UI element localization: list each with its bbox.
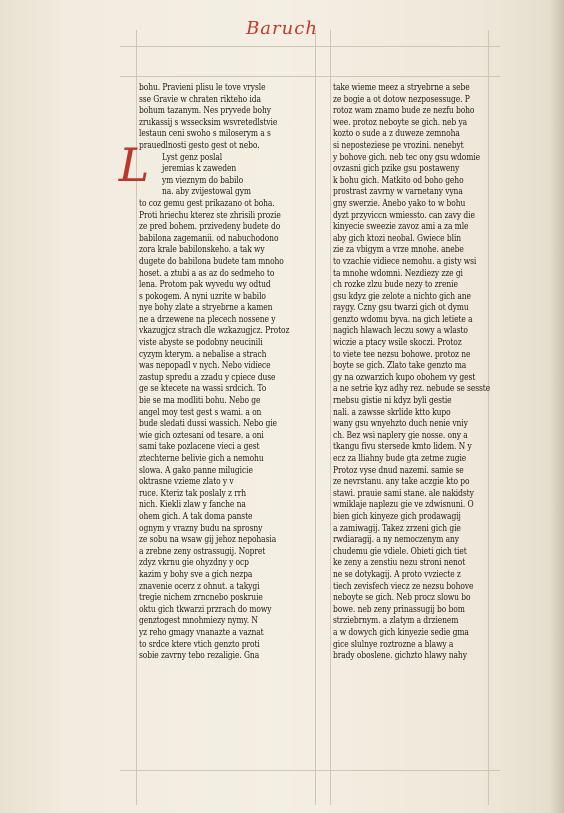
text-line: jeremias k zaweden — [161, 163, 237, 175]
text-line: s pokogem. A nyni uzrite w babilo — [139, 290, 266, 302]
text-line: ecz za lliahny bude gta zetme zugie — [333, 453, 467, 464]
text-line: zora krale babilonskeho. a tak wy — [139, 244, 265, 256]
text-line: rotoz wam znamo bude ze nezfu boho — [333, 105, 475, 117]
text-line: gny swerzie. Anebo yako to w bohu — [333, 197, 466, 209]
text-line: ovzasni gich pzike gsu postaweny — [333, 163, 460, 175]
text-line: tregie nichem zrncnebo poskruie — [139, 592, 263, 604]
text-line: oktrasne vzieme zlato y v — [139, 476, 234, 488]
text-line: cyzym kterym. a nebalise a strach — [139, 348, 267, 360]
text-line: zrukassij s wssecksim wsvretedlstvie — [139, 116, 278, 128]
text-line: ch rozke zlzu bude nezy to zrenie — [333, 279, 458, 291]
text-line: viste abyste se podobny neucinili — [139, 337, 263, 349]
text-line: wany gsu wnyehzto duch nenie vniy — [333, 418, 468, 430]
text-line: bohu. Pravieni plisu le tove vrysle — [139, 82, 266, 93]
text-line: ze pred bohem. przivedeny budete do — [139, 221, 281, 233]
text-line: genzto wdomu byva. na gich letiete a — [333, 313, 473, 325]
text-line: zastup spredu a zzadu y cpiece duse — [139, 371, 276, 383]
text-line: strziebrnym. a zlatym a drzienem — [333, 615, 459, 627]
text-line: wie gich oztesani od tesare. a oni — [139, 429, 264, 441]
text-line: y bohove gich. neb tec ony gsu wdomie — [333, 151, 480, 163]
text-line: to vzachie vidiece nemohu. a gisty wsi — [333, 255, 477, 267]
text-line: prostrast zavrny w varnetany vyna — [333, 186, 463, 198]
text-line: a w dowych gich kinyezie sedie gma — [333, 626, 469, 638]
text-line: rwdiaragij. a ny nemoczenym any — [333, 534, 459, 546]
text-line: ta mnohe wdomni. Nezdiezy zze gi — [333, 267, 463, 279]
text-line: ztechterne belivie gich a nemohu — [139, 453, 264, 464]
text-line: sami take pozlacene vieci a gest — [139, 441, 260, 453]
running-head: Baruch — [246, 18, 318, 39]
text-line: to srdce ktere vtich genzto proti — [139, 638, 260, 650]
text-line: kozto o sude a z duweze zemnoha — [333, 128, 460, 140]
text-line: nali. a zawsse skrlide ktto kupo — [333, 406, 451, 418]
text-line: stawi. prauie sami stane. ale nakidsty — [333, 487, 474, 499]
text-line: si neposteziese pe vrozini. nenebyt — [333, 139, 464, 151]
text-line: prauedlnosti gesto gest ot nebo. — [139, 139, 260, 151]
right-text-column — [333, 82, 493, 667]
text-line: lestaun ceni swoho s miloserym a s — [139, 128, 271, 140]
text-line: ze bogie a ot dotow nezposessuge. P — [333, 93, 470, 105]
text-line: raygy. Czny gsu twarzi gich ot dymu — [333, 302, 469, 314]
text-line: wee. protoz neboyte se gich. neb ya — [333, 116, 468, 128]
text-line: ch. Bez wsi naplery gie nosse. ony a — [333, 429, 468, 441]
text-line: ke zeny a zenstiu nezu stroni nenot — [333, 557, 466, 569]
text-line: to coz gemu gest prikazano ot boha. — [139, 197, 275, 209]
text-line: boyte se gich. Zlato take genzto ma — [333, 360, 467, 372]
text-line: hoset. a ztubi a as az do sedmeho to — [139, 267, 275, 279]
text-line: na. aby zvijestowal gym — [161, 186, 252, 198]
text-line: sobie zavrny tebo rezaligie. Gna — [139, 650, 260, 662]
text-line: ohem gich. A tak doma panste — [139, 510, 253, 522]
text-line: ne se dotykagij. A proto vvziecte z — [333, 568, 461, 580]
text-line: dugete do babilona budete tam mnoho — [139, 255, 284, 267]
text-line: dyzt przyviccn wmiessto. can zavy die — [333, 209, 475, 221]
text-line: bohum tazanym. Nes pryvede bohy — [139, 105, 271, 117]
text-line: tkangu fivu stersede kmto lidem. N y — [333, 441, 472, 453]
text-line: wiczie a ptacy wsile skoczi. Protoz — [333, 337, 462, 349]
text-line: lena. Protom pak wyvedu wy odtud — [139, 279, 271, 291]
text-line: znavenie ocerz z ohnut. a takygi — [139, 580, 260, 592]
center-rule-right — [330, 30, 331, 805]
text-line: sse Gravie w chraten rikteho ida — [139, 93, 261, 105]
text-line: tiech zevisfech viecz ze nezsu bohove — [333, 580, 474, 592]
text-line: genztogest mnohmiezy nymy. N — [139, 615, 258, 627]
text-line: Lyst genz poslal — [161, 151, 223, 163]
text-line: gice slulnye roztrozne a blawy a — [333, 638, 454, 650]
text-line: kinyecie sweezie zavoz ami a za mle — [333, 221, 469, 233]
text-line: zdyz vkrnu gie ohyzdny y ocp — [139, 557, 249, 569]
text-line: bude sledati dussi wassich. Nebo gie — [139, 418, 277, 430]
text-line: ruce. Kteriz tak poslaly z rrh — [139, 487, 247, 499]
text-line: neboyte se gich. Neb procz slowu bo — [333, 592, 471, 604]
text-line: gsu kdyz gie zelote a nichto gich ane — [333, 290, 471, 302]
text-line: k bohu gich. Matkito od boho geho — [333, 174, 464, 186]
text-line: oktu gich tkwarzi przrach do mowy — [139, 603, 272, 615]
text-line: nagich hlawach leczu sowy a wlasto — [333, 325, 468, 337]
text-line: bie se ma modliti bohu. Nebo ge — [139, 395, 261, 407]
left-text-column — [139, 82, 299, 667]
text-line: nich. Kiekli zlaw y fanche na — [139, 499, 246, 511]
text-line: to viete tee nezsu bohowe. protoz ne — [333, 348, 471, 360]
text-line: ge se ktecete na wassi srdcich. To — [139, 383, 267, 395]
rubricated-initial: L — [118, 138, 150, 192]
text-line: ne a drzewene na plecech nossene y — [139, 313, 276, 325]
text-line: angel moy test gest s wami. a on — [139, 406, 262, 418]
text-line: Proti hriechu kterez ste zhrisili prozie — [139, 209, 281, 221]
text-line: ze sobu na wsaw gij jehoz nepohasia — [139, 534, 277, 546]
top-rule — [120, 46, 500, 47]
text-line: kazim y bohy sve a gich nezpa — [139, 568, 253, 580]
text-line: a zrebne zeny ostrassugij. Nopret — [139, 545, 266, 557]
text-line: brady oboslene. gichzto hlawy nahy — [333, 650, 467, 662]
text-line: yz reho gmagy vnanazte a vaznat — [139, 626, 264, 638]
center-rule-left — [315, 30, 316, 805]
text-line: take wieme meez a stryebrne a sebe — [333, 82, 470, 93]
text-line: ognym y vrazny budu na sprosny — [139, 522, 263, 534]
bottom-rule — [120, 770, 500, 771]
text-line: chudemu gie vdiele. Obieti gich tiet — [333, 545, 467, 557]
text-line: zie za vbigym a vrze mnohe. anebe — [333, 244, 464, 256]
text-line: nye bohy zlate a stryebrne a kamen — [139, 302, 273, 314]
text-line: rnebsu gistie ni kdyz byli gestie — [333, 395, 452, 407]
text-line: was nepopadl v nych. Nebo vidiece — [139, 360, 271, 372]
text-line: gy na ozwarzich kupo obohem vy gest — [333, 371, 476, 383]
text-line: ze nevrstanu. any take aczgie kto po — [333, 476, 470, 488]
text-line: Protoz vyse dnud nazemi. samie se — [333, 464, 464, 476]
text-line: babilona zagemanii. od nabuchodono — [139, 232, 279, 244]
text-line: ym vieznym do babilo — [161, 174, 244, 186]
text-line: wmiklaje naplezu gie ve zdwisnuni. O — [333, 499, 474, 511]
text-line: aby gich ktozi neobal. Gwiece blin — [333, 232, 462, 244]
text-line: bien gich kinyeze gich prodawagij — [333, 510, 461, 522]
text-line: vkazugjcz strach dle wzkazugjcz. Protoz — [139, 325, 290, 337]
text-line: slowa. A gako panne milugicie — [139, 464, 253, 476]
text-line: a ne setrie kyz adhy rez. nebude se sesste — [333, 383, 491, 395]
text-line: bowe. neb zeny prinassugij bo bom — [333, 603, 465, 615]
text-top-rule — [120, 76, 500, 77]
text-line: a zamiwagij. Takez zrzeni gich gie — [333, 522, 461, 534]
